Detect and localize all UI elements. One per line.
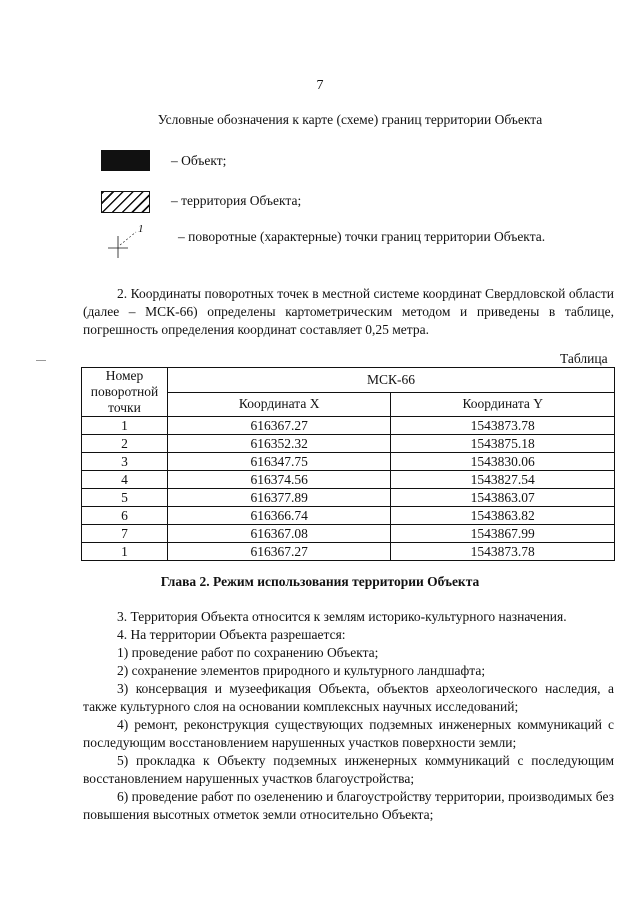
header-point-number: Номер поворотной точки (82, 368, 168, 417)
table-row: 1 616367.27 1543873.78 (82, 417, 615, 435)
list-item-2: 2) сохранение элементов природного и культурного ландшафта; (117, 663, 486, 678)
legend-label-territory: – территория Объекта; (171, 193, 302, 208)
margin-mark (36, 360, 46, 361)
page-number: 7 (316, 78, 324, 93)
table-row: 4 616374.56 1543827.54 (82, 471, 615, 489)
table-row: 3 616347.75 1543830.06 (82, 453, 615, 471)
header-coord-x: Координата X (167, 392, 391, 417)
paragraph-2: 2. Координаты поворотных точек в местной системе координат Свердловской области (далее – МСК-66) определены картометрическим методом и приведены в таблице, погрешность определения координат составляет 0,25 метра. (83, 286, 614, 337)
list-item-1: 1) проведение работ по сохранению Объекта; (117, 645, 379, 660)
paragraph-4: 4. На территории Объекта разрешается: (117, 627, 346, 642)
paragraph-3: 3. Территория Объекта относится к землям историко-культурного назначения. (117, 609, 567, 624)
table-caption: Таблица (560, 351, 608, 366)
legend-title: Условные обозначения к карте (схеме) границ территории Объекта (157, 112, 543, 127)
list-item-3: 3) консервация и музеефикация Объекта, объектов археологического наследия, а также культурного слоя на основании комплексных научных исследований; (83, 681, 614, 714)
object-symbol-icon (101, 150, 150, 171)
table-row: 2 616352.32 1543875.18 (82, 435, 615, 453)
table-row: 1 616367.27 1543873.78 (82, 543, 615, 561)
legend-label-points: – поворотные (характерные) точки границ территории Объекта. (178, 229, 546, 244)
point-marker-label: 1 (138, 223, 144, 235)
table-row: 5 616377.89 1543863.07 (82, 489, 615, 507)
header-coord-y: Координата Y (391, 392, 615, 417)
legend-label-object: – Объект; (171, 153, 227, 168)
turning-point-icon (104, 222, 164, 262)
list-item-5: 5) прокладка к Объекту подземных инженерных коммуникаций с последующим восстановлением нарушенных участков благоустройства; (83, 753, 614, 786)
table-row: 6 616366.74 1543863.82 (82, 507, 615, 525)
list-item-6: 6) проведение работ по озеленению и благоустройству территории, производимых без повышения высотных отметок земли относительно Объекта; (83, 789, 614, 822)
header-msk66: МСК-66 (167, 368, 614, 393)
table-row: 7 616367.08 1543867.99 (82, 525, 615, 543)
chapter-title: Глава 2. Режим использования территории Объекта (160, 574, 480, 589)
coordinates-table (81, 367, 615, 561)
territory-hatch-icon (101, 191, 150, 213)
list-item-4: 4) ремонт, реконструкция существующих подземных инженерных коммуникаций с последующим восстановлением нарушенных участков поверхности земли; (83, 717, 614, 750)
